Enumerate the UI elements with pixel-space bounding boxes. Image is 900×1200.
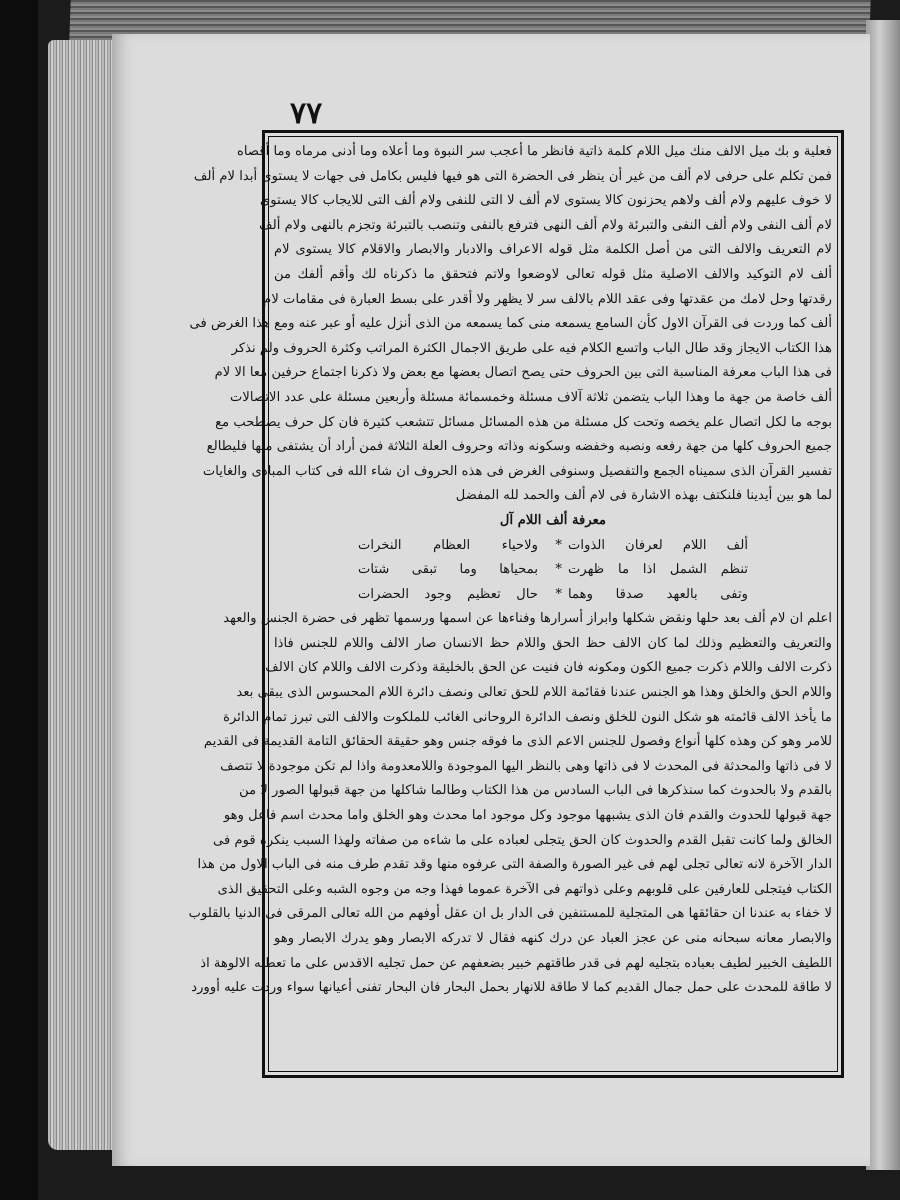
poem-verse bbox=[274, 534, 832, 559]
text-line: فعلية و بك ميل الالف منك ميل اللام كلمة ذاتية فانظر ما أعجب سر النبوة وما أعلاه وما أدنى مرماه وما أقصاه bbox=[236, 144, 832, 159]
text-line: لما هو بين أيدينا فلنكتف بهذه الاشارة فى لام ألف والحمد لله المفضل bbox=[455, 488, 832, 504]
verse-separator: * bbox=[555, 562, 562, 578]
page-stack-edge bbox=[48, 40, 118, 1150]
main-text bbox=[188, 140, 832, 1065]
verse-second-hemistich: ولاحياء العظام النخرات bbox=[358, 537, 538, 553]
verse-first-hemistich: وتفى بالعهد صدقا وهما bbox=[568, 586, 748, 602]
poem-title: معرفة ألف اللام آل bbox=[499, 512, 607, 528]
page-number: ٧٧ bbox=[290, 96, 323, 131]
text-line: الدار الآخرة لانه تعالى تجلى لهم فى غير الصورة والصفة التى عرفوه منها وقد تقدم طرف منه فى الباب الاول من هذا bbox=[197, 857, 832, 873]
text-line: لا خوف عليهم ولام ألف ولاهم يحزنون كالا يستوى لام ألف لا التى للنفى ولام ألف التى للايجاب كالا يستوى bbox=[259, 193, 832, 209]
verse-separator: * bbox=[555, 586, 562, 602]
text-line: فمن تكلم على حرفى لام ألف من غير أن ينظر فى الحضرة التى هو فيها فليس بكامل فى جهات لا يستوى أبدا لام ألف bbox=[193, 168, 832, 184]
text-line: لا فى ذاتها والمحدثة فى المحدث لا فى ذاتها وهى بالنظر اليها الموجودة واللامعدومة واذا لم تكن موجودة لا تتصف bbox=[220, 758, 832, 774]
verse-second-hemistich: حال تعظيم وجود الحضرات bbox=[358, 586, 538, 602]
text-line: ألف خاصة من جهة ما وهذا الباب يتضمن ثلاثة آلاف مسئلة وخمسمائة مسئلة وأربعين مسئلة على عدد الاتصالات bbox=[229, 389, 832, 405]
text-line: واللام الحق والخلق وهذا هو الجنس عندنا فقائمة اللام للحق تعالى ونصف دائرة اللام المحسوس الذى يبقى بعد bbox=[236, 685, 832, 701]
text-line: الكتاب فيتجلى للعارفين على قلوبهم وعلى ذواتهم فى الآخرة عموما فهذا وجه من وجوه الشبه وعلى التحقيق الذى bbox=[217, 881, 832, 897]
text-line: اللطيف الخبير لطيف بعباده بتجليه لهم فى قدر طاقتهم خبير بضعفهم عن حمل تجليه الاقدس على ما تعطيه الالوهة اذ bbox=[200, 955, 832, 971]
text-line: جهة قبولها للحدوث والقدم فان الذى يشبهها موجود وكل موجود اما محدث وهو الخلق واما محدث اسم فاعل وهو bbox=[223, 808, 832, 824]
text-line: هذا الكتاب الايجاز وقد طال الباب واتسع الكلام فيه على طريق الاجمال الكثرة المراتب وكثرة الحروف ولم نذكر bbox=[231, 340, 832, 356]
text-line: ذكرت الالف واللام ذكرت جميع الكون ومكونه فان فنيت عن الحق بالخليقة وذكرت الالف واللام كان الالف bbox=[265, 660, 832, 676]
poem-verse bbox=[274, 583, 832, 608]
verse-second-hemistich: بمحياها وما تبقى شتات bbox=[358, 562, 538, 578]
text-line: جميع الحروف كلها من جهة رفعه ونصبه وخفضه وسكونه وذاته وحروف العلة الثلاثة فمن أراد أن يشتفى منها فليطالع bbox=[206, 439, 832, 455]
verse-first-hemistich: ألف اللام لعرفان الذوات bbox=[568, 537, 748, 553]
text-line: تفسير القرآن الذى سميناه الجمع والتفصيل وسنوفى الغرض فى هذه الحروف ان شاء الله فى كتاب المبادى والغايات bbox=[202, 463, 832, 479]
text-line: للامر وهو كن وهذه كلها أنواع وفصول للجنس الاعم الذى ما فوقه جنس وهو حقيقة الحقائق التامة القديمة فى القديم bbox=[203, 734, 832, 750]
text-line: والابصار معانه سبحانه منى عن عجز العباد عن درك كنهه فقال لا تدركه الابصار وهو يدرك الابصار وهو bbox=[274, 931, 832, 946]
text-line: بوجه ما لكل اتصال علم يخصه وتحت كل مسئلة من هذه المسائل مسائل تتشعب كثيرة فان كل حرف يصطحب مع bbox=[215, 414, 832, 430]
text-line: لام التعريف والالف التى من أصل الكلمة مثل قوله الاعراف والادبار والابصار والاقلام كالا يستوى لام bbox=[274, 242, 832, 258]
text-line: والتعريف والتعظيم وذلك لما كان الالف حظ الحق واللام حظ الانسان صار الالف واللام للجنس فاذا bbox=[274, 635, 832, 651]
poem-verse bbox=[274, 558, 832, 583]
text-line: ألف لام التوكيد والالف الاصلية مثل قوله تعالى لاوضعوا ولاتم فتحقق ما ذكرناه لك وأقم ألفك من bbox=[274, 266, 832, 282]
text-line: الخالق ولما كانت تقبل القدم والحدوث كان الحق يتجلى لعباده على ما شاءه من صفاته ولهذا السبب ينكره قوم فى bbox=[212, 832, 832, 848]
text-line: رقدتها وحل لامك من عقدتها وفى عقد اللام بالالف سر لا يظهر ولا أقدر على بسط العبارة فى مقامات لام bbox=[263, 291, 832, 307]
verse-separator: * bbox=[555, 537, 562, 553]
text-line: فى هذا الباب معرفة المناسبة التى بين الحروف حتى يصح اتصال بعضها مع بعض ولا ذكرنا اجتماع حرفين معا الا لام bbox=[214, 365, 832, 381]
text-line: ما يأخذ الالف قائمته هو شكل النون للخلق ونصف الدائرة الروحانى الغائب للملكوت والالف التى تبرز تمام الدائرة bbox=[223, 709, 832, 725]
text-line: ألف كما وردت فى القرآن الاول كأن السامع يسمعه منى كما يسمعه من الذى أنزل عليه أو عبر عنه ومع هذا الغرض فى bbox=[189, 316, 832, 332]
text-line: لا طاقة للمحدث على حمل جمال القديم كما لا طاقة للانهار بحمل البحار فان البحار تفنى أعيانها سواء وردت عليه أوورد bbox=[191, 980, 832, 996]
text-line: بالقدم ولا بالحدوث كما سنذكرها فى الباب السادس من هذا الكتاب وطالما شاكلها من جهة قبولها الصور لا من bbox=[239, 783, 832, 799]
text-line: لا خفاء به عندنا ان حقائقها هى المتجلية للمستنفين فى الدار بل ان عقل أوفهم من الله تعالى المرقى فى الدنيا بالقلوب bbox=[188, 906, 832, 922]
text-line: لام ألف النفى ولام ألف النفى والتبرئة ولام ألف النهى فترفع بالنفى وتنصب بالتبرئة وتجزم بالنهى ولام ألف bbox=[259, 217, 832, 233]
facing-page-edge bbox=[866, 20, 900, 1170]
verse-first-hemistich: تنظم الشمل اذا ما ظهرت bbox=[568, 562, 748, 578]
text-line: اعلم ان لام ألف بعد حلها ونقض شكلها وابراز أسرارها وفناءها عن اسمها ورسمها تظهر فى حضرة الجنس والعهد bbox=[223, 611, 832, 627]
